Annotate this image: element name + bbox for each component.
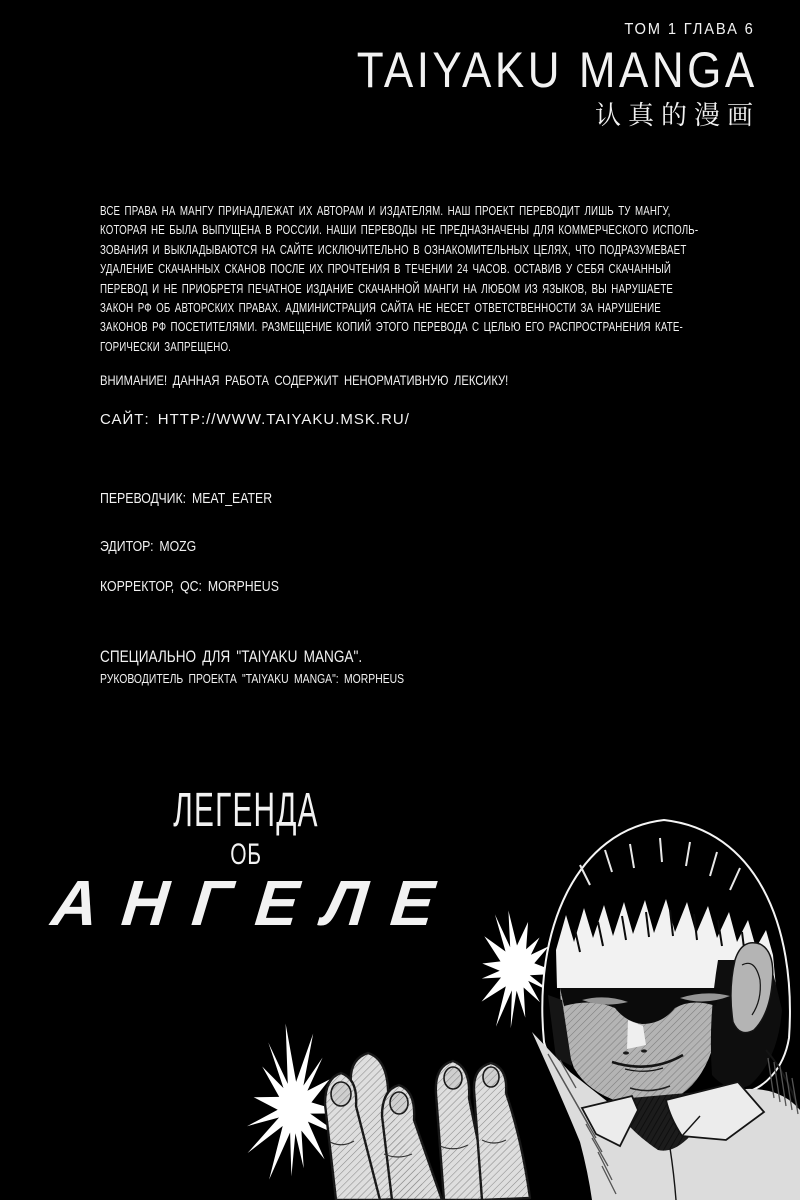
series-title-word2: ОБ	[230, 838, 262, 871]
page-subtitle-cjk: 认真的漫画	[594, 101, 760, 131]
profanity-warning: ВНИМАНИЕ! ДАННАЯ РАБОТА СОДЕРЖИТ НЕНОРМАТИВНУЮ ЛЕКСИКУ!	[100, 372, 509, 388]
credit-translator: ПЕРЕВОДЧИК: MEAT_EATER	[100, 490, 273, 507]
disclaimer-line: ЗАКОНОВ РФ ПОСЕТИТЕЛЯМИ. РАЗМЕЩЕНИЕ КОПИЙ ЭТОГО ПЕРЕВОДА С ЦЕЛЬЮ ЕГО РАСПРОСТРАНЕНИЯ КАТЕ-	[100, 319, 683, 335]
series-title-word3: АНГЕЛЕ	[48, 867, 462, 939]
series-title-word1: ЛЕГЕНДА	[173, 784, 319, 837]
disclaimer-line: ГОРИЧЕСКИ ЗАПРЕЩЕНО.	[100, 338, 232, 354]
site-url: САЙТ: HTTP://WWW.TAIYAKU.MSK.RU/	[100, 411, 410, 428]
character-hand	[325, 1053, 530, 1200]
credit-editor: ЭДИТОР: MOZG	[100, 538, 197, 555]
character-illustration	[230, 810, 800, 1200]
dedication-line: СПЕЦИАЛЬНО ДЛЯ "TAIYAKU MANGA".	[100, 647, 363, 666]
chapter-label: ТОМ 1 ГЛАВА 6	[624, 21, 755, 38]
character-head	[542, 820, 790, 1112]
disclaimer-line: ЗАКОН РФ ОБ АВТОРСКИХ ПРАВАХ. АДМИНИСТРАЦИЯ САЙТА НЕ НЕСЕТ ОТВЕТСТВЕННОСТИ ЗА НАРУШЕНИЕ	[100, 300, 661, 316]
credit-corrector-qc: КОРРЕКТОР, QC: MORPHEUS	[100, 578, 279, 595]
disclaimer-line: ЗОВАНИЯ И ВЫКЛАДЫВАЮТСЯ НА САЙТЕ ИСКЛЮЧИТЕЛЬНО В ОЗНАКОМИТЕЛЬНЫХ ЦЕЛЯХ, ЧТО ПОДРАЗУМЕВАЕТ	[100, 241, 687, 257]
disclaimer-line: ВСЕ ПРАВА НА МАНГУ ПРИНАДЛЕЖАТ ИХ АВТОРАМ И ИЗДАТЕЛЯМ. НАШ ПРОЕКТ ПЕРЕВОДИТ ЛИШЬ ТУ МАНГУ,	[100, 203, 671, 218]
disclaimer-line: ПЕРЕВОД И НЕ ПРИОБРЕТЯ ПЕЧАТНОЕ ИЗДАНИЕ СКАЧАННОЙ МАНГИ НА ЛЮБОМ ИЗ ЯЗЫКОВ, ВЫ НАРУШАЕТЕ	[100, 280, 674, 296]
project-lead-line: РУКОВОДИТЕЛЬ ПРОЕКТА "TAIYAKU MANGA": MORPHEUS	[100, 671, 405, 686]
disclaimer-line: КОТОРАЯ НЕ БЫЛА ВЫПУЩЕНА В РОССИИ. НАШИ ПЕРЕВОДЫ НЕ ПРЕДНАЗНАЧЕНЫ ДЛЯ КОММЕРЧЕСКОГО ИСПОЛЬ-	[100, 222, 699, 238]
disclaimer-paragraph	[100, 201, 800, 356]
disclaimer-line: УДАЛЕНИЕ СКАЧАННЫХ СКАНОВ ПОСЛЕ ИХ ПРОЧТЕНИЯ В ТЕЧЕНИИ 24 ЧАСОВ. ОСТАВИВ У СЕБЯ СКАЧАННЫЙ	[100, 261, 672, 277]
page-title: TAIYAKU MANGA	[356, 42, 758, 98]
